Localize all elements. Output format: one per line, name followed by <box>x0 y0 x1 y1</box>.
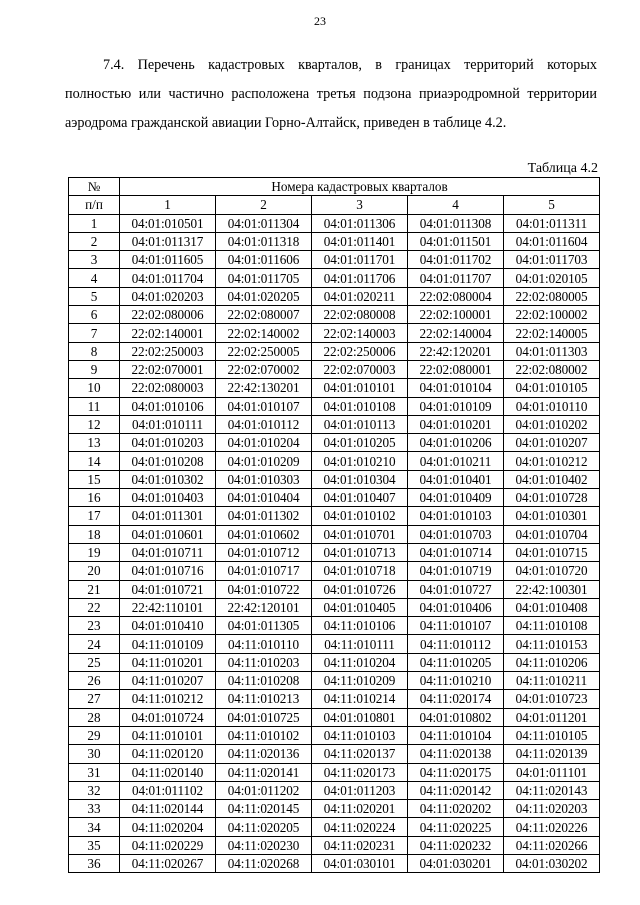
cadastral-number-cell: 04:11:010105 <box>504 726 600 744</box>
row-number: 18 <box>69 525 120 543</box>
cadastral-number-cell: 04:11:020229 <box>120 836 216 854</box>
row-number: 3 <box>69 251 120 269</box>
cadastral-number-cell: 04:11:010211 <box>504 672 600 690</box>
cadastral-number-cell: 04:11:020145 <box>216 800 312 818</box>
cadastral-number-cell: 04:11:010108 <box>504 617 600 635</box>
table-row <box>69 818 600 836</box>
cadastral-number-cell: 04:01:010207 <box>504 434 600 452</box>
column-header: 1 <box>120 196 216 214</box>
cadastral-number-cell: 04:01:011101 <box>504 763 600 781</box>
row-number: 6 <box>69 306 120 324</box>
table-row <box>69 836 600 854</box>
header-row-number-top: № <box>69 178 120 196</box>
cadastral-number-cell: 04:01:010105 <box>504 379 600 397</box>
cadastral-number-cell: 04:11:020266 <box>504 836 600 854</box>
cadastral-number-cell: 04:01:010723 <box>504 690 600 708</box>
cadastral-number-cell: 04:11:010206 <box>504 653 600 671</box>
table-row <box>69 543 600 561</box>
cadastral-number-cell: 04:01:011203 <box>312 781 408 799</box>
cadastral-number-cell: 04:01:010711 <box>120 543 216 561</box>
row-number: 29 <box>69 726 120 744</box>
cadastral-number-cell: 04:01:010602 <box>216 525 312 543</box>
table-row <box>69 214 600 232</box>
cadastral-number-cell: 04:11:020138 <box>408 745 504 763</box>
cadastral-number-cell: 04:01:010718 <box>312 562 408 580</box>
row-number: 25 <box>69 653 120 671</box>
cadastral-number-cell: 04:01:020211 <box>312 287 408 305</box>
cadastral-number-cell: 04:01:011702 <box>408 251 504 269</box>
header-row-number-bottom: п/п <box>69 196 120 214</box>
row-number: 32 <box>69 781 120 799</box>
cadastral-number-cell: 04:01:030101 <box>312 854 408 872</box>
table-caption: Таблица 4.2 <box>527 161 598 176</box>
row-number: 5 <box>69 287 120 305</box>
cadastral-number-cell: 04:11:010101 <box>120 726 216 744</box>
cadastral-number-cell: 04:11:020202 <box>408 800 504 818</box>
cadastral-number-cell: 04:01:010204 <box>216 434 312 452</box>
cadastral-number-cell: 04:11:020230 <box>216 836 312 854</box>
cadastral-number-cell: 04:01:010726 <box>312 580 408 598</box>
cadastral-number-cell: 04:01:010212 <box>504 452 600 470</box>
cadastral-number-cell: 04:01:010721 <box>120 580 216 598</box>
cadastral-number-cell: 04:01:010208 <box>120 452 216 470</box>
cadastral-number-cell: 04:11:020175 <box>408 763 504 781</box>
cadastral-number-cell: 04:11:010207 <box>120 672 216 690</box>
row-number: 19 <box>69 543 120 561</box>
cadastral-number-cell: 22:02:070002 <box>216 360 312 378</box>
table-row <box>69 397 600 415</box>
cadastral-number-cell: 04:01:010301 <box>504 507 600 525</box>
cadastral-quarters-table <box>68 177 600 873</box>
cadastral-number-cell: 04:11:020143 <box>504 781 600 799</box>
cadastral-number-cell: 04:11:020268 <box>216 854 312 872</box>
cadastral-number-cell: 04:01:011202 <box>216 781 312 799</box>
cadastral-number-cell: 04:11:020201 <box>312 800 408 818</box>
cadastral-number-cell: 22:02:140002 <box>216 324 312 342</box>
column-header: 5 <box>504 196 600 214</box>
table-row <box>69 745 600 763</box>
intro-paragraph: 7.4. Перечень кадастровых кварталов, в границах территорий которых полностью или частично расположена третья подзона приаэродромной территории аэродрома гражданской авиации Горно-Алтайск, приведен в таблице 4.2. <box>65 57 597 131</box>
row-number: 14 <box>69 452 120 470</box>
cadastral-number-cell: 22:42:110101 <box>120 598 216 616</box>
cadastral-number-cell: 04:01:011501 <box>408 232 504 250</box>
row-number: 23 <box>69 617 120 635</box>
cadastral-number-cell: 04:01:011305 <box>216 617 312 635</box>
cadastral-number-cell: 04:01:010712 <box>216 543 312 561</box>
table-row <box>69 434 600 452</box>
cadastral-number-cell: 04:01:010304 <box>312 470 408 488</box>
row-number: 20 <box>69 562 120 580</box>
table-row <box>69 342 600 360</box>
table-row <box>69 781 600 799</box>
table-row <box>69 269 600 287</box>
cadastral-number-cell: 04:01:010403 <box>120 489 216 507</box>
row-number: 28 <box>69 708 120 726</box>
cadastral-number-cell: 04:01:010713 <box>312 543 408 561</box>
cadastral-number-cell: 04:11:010210 <box>408 672 504 690</box>
cadastral-number-cell: 04:01:010722 <box>216 580 312 598</box>
cadastral-number-cell: 04:11:020136 <box>216 745 312 763</box>
cadastral-number-cell: 04:11:020137 <box>312 745 408 763</box>
cadastral-number-cell: 22:02:140001 <box>120 324 216 342</box>
cadastral-number-cell: 04:01:010303 <box>216 470 312 488</box>
table-row <box>69 232 600 250</box>
cadastral-number-cell: 22:02:140005 <box>504 324 600 342</box>
table-row <box>69 287 600 305</box>
cadastral-number-cell: 22:02:080006 <box>120 306 216 324</box>
cadastral-number-cell: 22:02:250006 <box>312 342 408 360</box>
cadastral-number-cell: 04:01:011102 <box>120 781 216 799</box>
cadastral-number-cell: 04:11:020139 <box>504 745 600 763</box>
row-number: 27 <box>69 690 120 708</box>
cadastral-number-cell: 04:01:010724 <box>120 708 216 726</box>
row-number: 26 <box>69 672 120 690</box>
cadastral-number-cell: 22:02:080008 <box>312 306 408 324</box>
cadastral-number-cell: 04:11:010106 <box>312 617 408 635</box>
cadastral-number-cell: 04:11:010205 <box>408 653 504 671</box>
cadastral-number-cell: 04:01:010405 <box>312 598 408 616</box>
row-number: 13 <box>69 434 120 452</box>
cadastral-number-cell: 04:11:020224 <box>312 818 408 836</box>
cadastral-number-cell: 04:01:010409 <box>408 489 504 507</box>
cadastral-number-cell: 04:11:020120 <box>120 745 216 763</box>
table-row <box>69 800 600 818</box>
cadastral-number-cell: 04:01:010103 <box>408 507 504 525</box>
cadastral-number-cell: 04:01:030202 <box>504 854 600 872</box>
row-number: 33 <box>69 800 120 818</box>
cadastral-number-cell: 04:01:010406 <box>408 598 504 616</box>
cadastral-number-cell: 04:11:010111 <box>312 635 408 653</box>
table-row <box>69 653 600 671</box>
cadastral-number-cell: 04:11:020140 <box>120 763 216 781</box>
row-number: 30 <box>69 745 120 763</box>
cadastral-number-cell: 04:01:010205 <box>312 434 408 452</box>
cadastral-number-cell: 04:01:011304 <box>216 214 312 232</box>
cadastral-number-cell: 04:01:011308 <box>408 214 504 232</box>
row-number: 12 <box>69 415 120 433</box>
row-number: 2 <box>69 232 120 250</box>
table-row <box>69 690 600 708</box>
table-row <box>69 360 600 378</box>
cadastral-number-cell: 04:01:010201 <box>408 415 504 433</box>
cadastral-number-cell: 04:01:010727 <box>408 580 504 598</box>
cadastral-number-cell: 04:01:010104 <box>408 379 504 397</box>
table-row <box>69 415 600 433</box>
cadastral-number-cell: 04:01:010113 <box>312 415 408 433</box>
cadastral-number-cell: 04:11:010102 <box>216 726 312 744</box>
cadastral-number-cell: 04:01:010410 <box>120 617 216 635</box>
row-number: 8 <box>69 342 120 360</box>
cadastral-number-cell: 22:42:120101 <box>216 598 312 616</box>
cadastral-number-cell: 04:01:010209 <box>216 452 312 470</box>
header-group: Номера кадастровых кварталов <box>120 178 600 196</box>
cadastral-number-cell: 04:11:020232 <box>408 836 504 854</box>
cadastral-number-cell: 04:11:020226 <box>504 818 600 836</box>
table-row <box>69 251 600 269</box>
table-row <box>69 726 600 744</box>
cadastral-number-cell: 04:11:020205 <box>216 818 312 836</box>
cadastral-number-cell: 04:01:011705 <box>216 269 312 287</box>
cadastral-number-cell: 04:01:010704 <box>504 525 600 543</box>
cadastral-number-cell: 04:01:010112 <box>216 415 312 433</box>
column-header: 4 <box>408 196 504 214</box>
cadastral-number-cell: 04:01:010111 <box>120 415 216 433</box>
cadastral-number-cell: 04:11:020141 <box>216 763 312 781</box>
cadastral-number-cell: 22:02:080007 <box>216 306 312 324</box>
table-row <box>69 635 600 653</box>
cadastral-number-cell: 22:42:100301 <box>504 580 600 598</box>
cadastral-number-cell: 04:01:010108 <box>312 397 408 415</box>
cadastral-number-cell: 04:01:010801 <box>312 708 408 726</box>
cadastral-number-cell: 04:11:010209 <box>312 672 408 690</box>
cadastral-number-cell: 04:11:010212 <box>120 690 216 708</box>
cadastral-number-cell: 04:01:010404 <box>216 489 312 507</box>
cadastral-number-cell: 04:01:010501 <box>120 214 216 232</box>
table-row <box>69 763 600 781</box>
cadastral-number-cell: 04:01:011301 <box>120 507 216 525</box>
cadastral-number-cell: 04:01:010802 <box>408 708 504 726</box>
cadastral-number-cell: 22:02:140004 <box>408 324 504 342</box>
cadastral-number-cell: 04:01:010720 <box>504 562 600 580</box>
cadastral-number-cell: 04:11:020204 <box>120 818 216 836</box>
cadastral-number-cell: 22:02:080001 <box>408 360 504 378</box>
cadastral-number-cell: 04:01:011317 <box>120 232 216 250</box>
cadastral-number-cell: 04:01:010408 <box>504 598 600 616</box>
cadastral-number-cell: 04:01:011401 <box>312 232 408 250</box>
table-row <box>69 306 600 324</box>
cadastral-number-cell: 04:01:010725 <box>216 708 312 726</box>
page-number: 23 <box>314 14 326 28</box>
cadastral-number-cell: 04:11:010204 <box>312 653 408 671</box>
cadastral-number-cell: 04:01:011201 <box>504 708 600 726</box>
cadastral-number-cell: 22:42:120201 <box>408 342 504 360</box>
cadastral-number-cell: 04:11:010153 <box>504 635 600 653</box>
cadastral-number-cell: 22:02:250003 <box>120 342 216 360</box>
cadastral-number-cell: 04:01:011302 <box>216 507 312 525</box>
cadastral-number-cell: 04:01:010716 <box>120 562 216 580</box>
cadastral-number-cell: 04:01:030201 <box>408 854 504 872</box>
row-number: 31 <box>69 763 120 781</box>
row-number: 36 <box>69 854 120 872</box>
cadastral-number-cell: 04:11:010104 <box>408 726 504 744</box>
cadastral-number-cell: 22:02:140003 <box>312 324 408 342</box>
cadastral-number-cell: 04:01:011303 <box>504 342 600 360</box>
table-row <box>69 489 600 507</box>
cadastral-number-cell: 04:01:011306 <box>312 214 408 232</box>
cadastral-number-cell: 22:02:250005 <box>216 342 312 360</box>
cadastral-number-cell: 04:01:011701 <box>312 251 408 269</box>
table-row <box>69 525 600 543</box>
cadastral-number-cell: 04:01:010601 <box>120 525 216 543</box>
cadastral-number-cell: 04:01:010407 <box>312 489 408 507</box>
cadastral-number-cell: 04:01:010728 <box>504 489 600 507</box>
cadastral-number-cell: 04:01:010302 <box>120 470 216 488</box>
cadastral-number-cell: 22:02:070001 <box>120 360 216 378</box>
cadastral-number-cell: 04:01:010719 <box>408 562 504 580</box>
cadastral-number-cell: 04:01:010401 <box>408 470 504 488</box>
row-number: 24 <box>69 635 120 653</box>
table-row <box>69 507 600 525</box>
cadastral-number-cell: 22:42:130201 <box>216 379 312 397</box>
cadastral-number-cell: 04:01:010102 <box>312 507 408 525</box>
cadastral-number-cell: 04:11:020267 <box>120 854 216 872</box>
cadastral-number-cell: 22:02:080002 <box>504 360 600 378</box>
row-number: 10 <box>69 379 120 397</box>
cadastral-number-cell: 04:11:010201 <box>120 653 216 671</box>
cadastral-number-cell: 04:11:010213 <box>216 690 312 708</box>
cadastral-number-cell: 04:01:010210 <box>312 452 408 470</box>
cadastral-number-cell: 04:01:010701 <box>312 525 408 543</box>
cadastral-number-cell: 04:01:011606 <box>216 251 312 269</box>
cadastral-number-cell: 22:02:100001 <box>408 306 504 324</box>
table-row <box>69 562 600 580</box>
table-row <box>69 324 600 342</box>
cadastral-number-cell: 04:01:010110 <box>504 397 600 415</box>
cadastral-number-cell: 04:01:010203 <box>120 434 216 452</box>
column-header: 2 <box>216 196 312 214</box>
table-row <box>69 452 600 470</box>
cadastral-number-cell: 04:01:010107 <box>216 397 312 415</box>
cadastral-number-cell: 04:01:011706 <box>312 269 408 287</box>
cadastral-number-cell: 22:02:080004 <box>408 287 504 305</box>
table-row <box>69 470 600 488</box>
cadastral-number-cell: 04:11:010208 <box>216 672 312 690</box>
row-number: 15 <box>69 470 120 488</box>
row-number: 16 <box>69 489 120 507</box>
cadastral-number-cell: 04:01:011704 <box>120 269 216 287</box>
column-header: 3 <box>312 196 408 214</box>
cadastral-number-cell: 22:02:080005 <box>504 287 600 305</box>
table-row <box>69 580 600 598</box>
cadastral-number-cell: 04:01:020105 <box>504 269 600 287</box>
row-number: 11 <box>69 397 120 415</box>
cadastral-number-cell: 04:11:020174 <box>408 690 504 708</box>
cadastral-number-cell: 04:01:010717 <box>216 562 312 580</box>
cadastral-number-cell: 04:11:020231 <box>312 836 408 854</box>
row-number: 9 <box>69 360 120 378</box>
table-row <box>69 672 600 690</box>
cadastral-number-cell: 04:01:011311 <box>504 214 600 232</box>
cadastral-number-cell: 04:11:010109 <box>120 635 216 653</box>
table-body <box>69 214 600 873</box>
cadastral-number-cell: 04:01:010703 <box>408 525 504 543</box>
cadastral-number-cell: 22:02:100002 <box>504 306 600 324</box>
cadastral-number-cell: 04:11:010214 <box>312 690 408 708</box>
row-number: 7 <box>69 324 120 342</box>
cadastral-number-cell: 04:01:010715 <box>504 543 600 561</box>
row-number: 21 <box>69 580 120 598</box>
cadastral-number-cell: 04:01:010714 <box>408 543 504 561</box>
cadastral-number-cell: 22:02:070003 <box>312 360 408 378</box>
cadastral-number-cell: 04:11:020173 <box>312 763 408 781</box>
cadastral-number-cell: 04:01:010109 <box>408 397 504 415</box>
table-row <box>69 598 600 616</box>
cadastral-number-cell: 04:11:020203 <box>504 800 600 818</box>
row-number: 4 <box>69 269 120 287</box>
row-number: 22 <box>69 598 120 616</box>
cadastral-number-cell: 04:01:020203 <box>120 287 216 305</box>
cadastral-number-cell: 22:02:080003 <box>120 379 216 397</box>
cadastral-number-cell: 04:01:020205 <box>216 287 312 305</box>
table-row <box>69 708 600 726</box>
cadastral-number-cell: 04:01:010206 <box>408 434 504 452</box>
cadastral-number-cell: 04:11:020225 <box>408 818 504 836</box>
row-number: 34 <box>69 818 120 836</box>
cadastral-number-cell: 04:01:011604 <box>504 232 600 250</box>
cadastral-number-cell: 04:11:020144 <box>120 800 216 818</box>
row-number: 17 <box>69 507 120 525</box>
cadastral-number-cell: 04:01:011703 <box>504 251 600 269</box>
cadastral-number-cell: 04:11:020142 <box>408 781 504 799</box>
cadastral-number-cell: 04:01:011318 <box>216 232 312 250</box>
table-row <box>69 617 600 635</box>
cadastral-number-cell: 04:01:010202 <box>504 415 600 433</box>
cadastral-number-cell: 04:11:010110 <box>216 635 312 653</box>
cadastral-number-cell: 04:11:010203 <box>216 653 312 671</box>
table-row <box>69 379 600 397</box>
cadastral-number-cell: 04:01:010101 <box>312 379 408 397</box>
cadastral-number-cell: 04:01:011605 <box>120 251 216 269</box>
cadastral-number-cell: 04:11:010103 <box>312 726 408 744</box>
cadastral-number-cell: 04:11:010107 <box>408 617 504 635</box>
cadastral-number-cell: 04:01:010106 <box>120 397 216 415</box>
cadastral-number-cell: 04:11:010112 <box>408 635 504 653</box>
cadastral-number-cell: 04:01:011707 <box>408 269 504 287</box>
cadastral-number-cell: 04:01:010211 <box>408 452 504 470</box>
table-row <box>69 854 600 872</box>
row-number: 1 <box>69 214 120 232</box>
cadastral-number-cell: 04:01:010402 <box>504 470 600 488</box>
row-number: 35 <box>69 836 120 854</box>
